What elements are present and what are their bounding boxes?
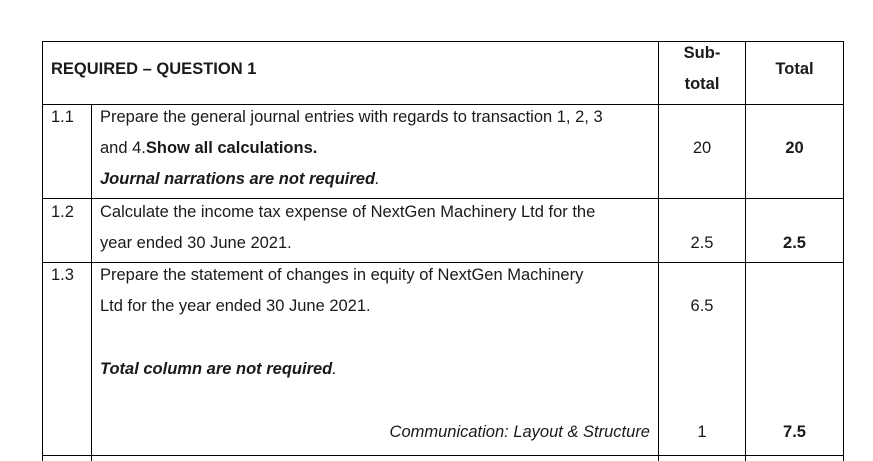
- communication-total: 7.5: [783, 423, 806, 441]
- row-1-1-total: 20: [785, 139, 804, 157]
- question-table: [42, 41, 844, 461]
- row-1-1-note-text: Journal narrations are not required: [100, 170, 376, 188]
- row-1-1-line-2-plain: and 4.: [100, 139, 146, 157]
- row-1-1-number: 1.1: [51, 108, 74, 126]
- row-1-3-note: [100, 359, 337, 379]
- question-title: REQUIRED – QUESTION 1: [51, 60, 257, 78]
- row-1-1-line-2: [100, 138, 317, 158]
- row-1-1-line-1: Prepare the general journal entries with regards to transaction 1, 2, 3: [100, 108, 603, 126]
- row-1-3-subtotal: 6.5: [690, 297, 714, 315]
- row-1-2-bottom-border: [42, 262, 844, 263]
- table-right-border: [843, 41, 844, 461]
- row-1-3-note-end: .: [332, 360, 337, 378]
- subtotal-header-line-2: total: [684, 75, 720, 93]
- row-1-1-note: [100, 169, 380, 189]
- total-header: Total: [775, 60, 814, 78]
- row-1-3-note-text: Total column are not required: [100, 360, 333, 378]
- header-bottom-border: [42, 104, 844, 105]
- row-1-1-subtotal: 20: [692, 139, 712, 157]
- table-left-border: [42, 41, 43, 461]
- row-1-1-line-2-bold: Show all calculations.: [145, 139, 318, 157]
- number-column-divider: [91, 104, 92, 461]
- row-1-2-line-1: Calculate the income tax expense of NextGen Machinery Ltd for the: [100, 203, 596, 221]
- table-bottom-border: [42, 455, 844, 456]
- row-1-3-number: 1.3: [51, 266, 74, 284]
- row-1-1-note-end: .: [375, 170, 380, 188]
- table-top-border: [42, 41, 844, 42]
- row-1-2-subtotal: 2.5: [690, 234, 714, 252]
- communication-label: Communication: Layout & Structure: [389, 423, 650, 441]
- row-1-3-line-2: Ltd for the year ended 30 June 2021.: [100, 297, 371, 315]
- row-1-2-line-2: year ended 30 June 2021.: [100, 234, 292, 252]
- row-1-2-total: 2.5: [783, 234, 806, 252]
- row-1-2-number: 1.2: [51, 203, 74, 221]
- row-1-3-line-1: Prepare the statement of changes in equity of NextGen Machinery: [100, 266, 584, 284]
- subtotal-header-line-1: Sub-: [683, 44, 721, 62]
- row-1-1-bottom-border: [42, 198, 844, 199]
- communication-subtotal: 1: [697, 423, 707, 441]
